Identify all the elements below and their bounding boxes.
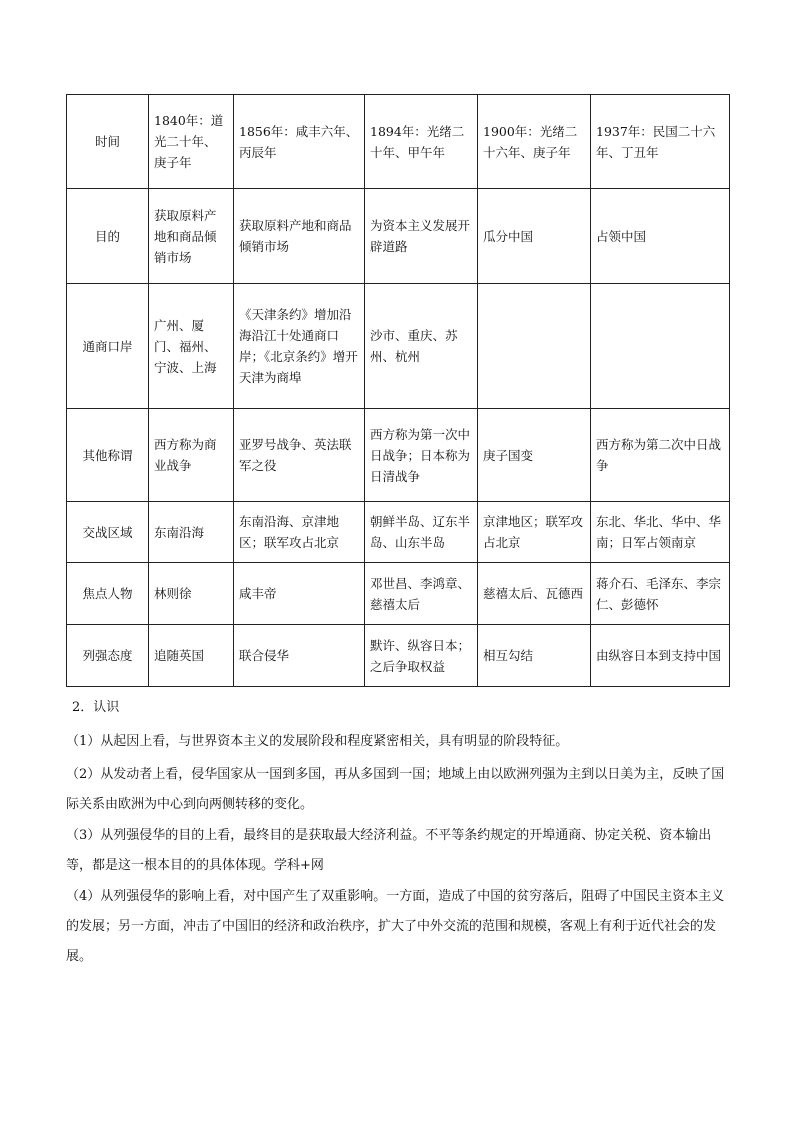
table-cell: 占领中国 xyxy=(591,189,730,284)
table-row-ports xyxy=(67,284,730,409)
table-cell: 由纵容日本到支持中国 xyxy=(591,625,730,687)
row-header: 通商口岸 xyxy=(67,284,149,409)
table-cell xyxy=(478,284,591,409)
paragraph-purpose: （3）从列强侵华的目的上看，最终目的是获取最大经济利益。不平等条约规定的开埠通商、协定关税、资本输出等，都是这一根本目的的具体体现。学科+网 xyxy=(66,828,712,873)
table-cell: 京津地区；联军攻占北京 xyxy=(478,502,591,563)
table-cell: 广州、厦门、福州、宁波、上海 xyxy=(149,284,234,409)
table-row-purpose xyxy=(67,189,730,284)
table-cell: 1856年：咸丰六年、丙辰年 xyxy=(234,95,365,189)
row-header: 时间 xyxy=(67,95,149,189)
table-cell: 相互勾结 xyxy=(478,625,591,687)
table-row-time xyxy=(67,95,730,189)
table-cell: 咸丰帝 xyxy=(234,563,365,625)
table-cell: 追随英国 xyxy=(149,625,234,687)
table-cell: 默许、纵容日本；之后争取权益 xyxy=(365,625,478,687)
table-cell: 朝鲜半岛、辽东半岛、山东半岛 xyxy=(365,502,478,563)
row-header: 列强态度 xyxy=(67,625,149,687)
table-cell: 为资本主义发展开辟道路 xyxy=(365,189,478,284)
paragraph-initiators: （2）从发动者上看，侵华国家从一国到多国，再从多国到一国；地域上由以欧洲列强为主到以日美为主，反映了国际关系由欧洲为中心到向两侧转移的变化。 xyxy=(66,767,725,812)
section-title: 2．认识 xyxy=(72,700,120,715)
table-row-battle-area xyxy=(67,502,730,563)
row-header: 其他称谓 xyxy=(67,409,149,502)
table-cell: 获取原料产地和商品倾销市场 xyxy=(149,189,234,284)
table-cell: 1900年：光绪二十六年、庚子年 xyxy=(478,95,591,189)
table-cell: 联合侵华 xyxy=(234,625,365,687)
table-cell xyxy=(591,284,730,409)
table-row-key-figures xyxy=(67,563,730,625)
row-header: 交战区域 xyxy=(67,502,149,563)
paragraph-impact: （4）从列强侵华的影响上看，对中国产生了双重影响。一方面，造成了中国的贫穷落后，阻碍了中国民主资本主义的发展；另一方面，冲击了中国旧的经济和政治秩序，扩大了中外交流的范围和规模，客观上有利于近代社会的发展。 xyxy=(66,889,725,964)
table-cell: 慈禧太后、瓦德西 xyxy=(478,563,591,625)
paragraph-cause: （1）从起因上看，与世界资本主义的发展阶段和程度紧密相关，具有明显的阶段特征。 xyxy=(66,734,569,749)
table-cell: 邓世昌、李鸿章、慈禧太后 xyxy=(365,563,478,625)
table-cell: 亚罗号战争、英法联军之役 xyxy=(234,409,365,502)
table-cell: 蒋介石、毛泽东、李宗仁、彭德怀 xyxy=(591,563,730,625)
table-cell: 西方称为商业战争 xyxy=(149,409,234,502)
row-header: 焦点人物 xyxy=(67,563,149,625)
table-cell: 瓜分中国 xyxy=(478,189,591,284)
table-cell: 东南沿海、京津地区；联军攻占北京 xyxy=(234,502,365,563)
table-cell: 西方称为第一次中日战争；日本称为日清战争 xyxy=(365,409,478,502)
table-cell: 东北、华北、华中、华南；日军占领南京 xyxy=(591,502,730,563)
table-cell: 林则徐 xyxy=(149,563,234,625)
row-header: 目的 xyxy=(67,189,149,284)
war-comparison-table xyxy=(66,94,730,687)
table-row-other-names xyxy=(67,409,730,502)
table-cell: 《天津条约》增加沿海沿江十处通商口岸；《北京条约》增开天津为商埠 xyxy=(234,284,365,409)
table-cell: 西方称为第二次中日战争 xyxy=(591,409,730,502)
table-cell: 1894年：光绪二十年、甲午年 xyxy=(365,95,478,189)
table-cell: 沙市、重庆、苏州、杭州 xyxy=(365,284,478,409)
table-row-powers-attitude xyxy=(67,625,730,687)
table-cell: 庚子国变 xyxy=(478,409,591,502)
table-cell: 1840年：道光二十年、庚子年 xyxy=(149,95,234,189)
table-cell: 1937年：民国二十六年、丁丑年 xyxy=(591,95,730,189)
table-cell: 获取原料产地和商品倾销市场 xyxy=(234,189,365,284)
table-cell: 东南沿海 xyxy=(149,502,234,563)
